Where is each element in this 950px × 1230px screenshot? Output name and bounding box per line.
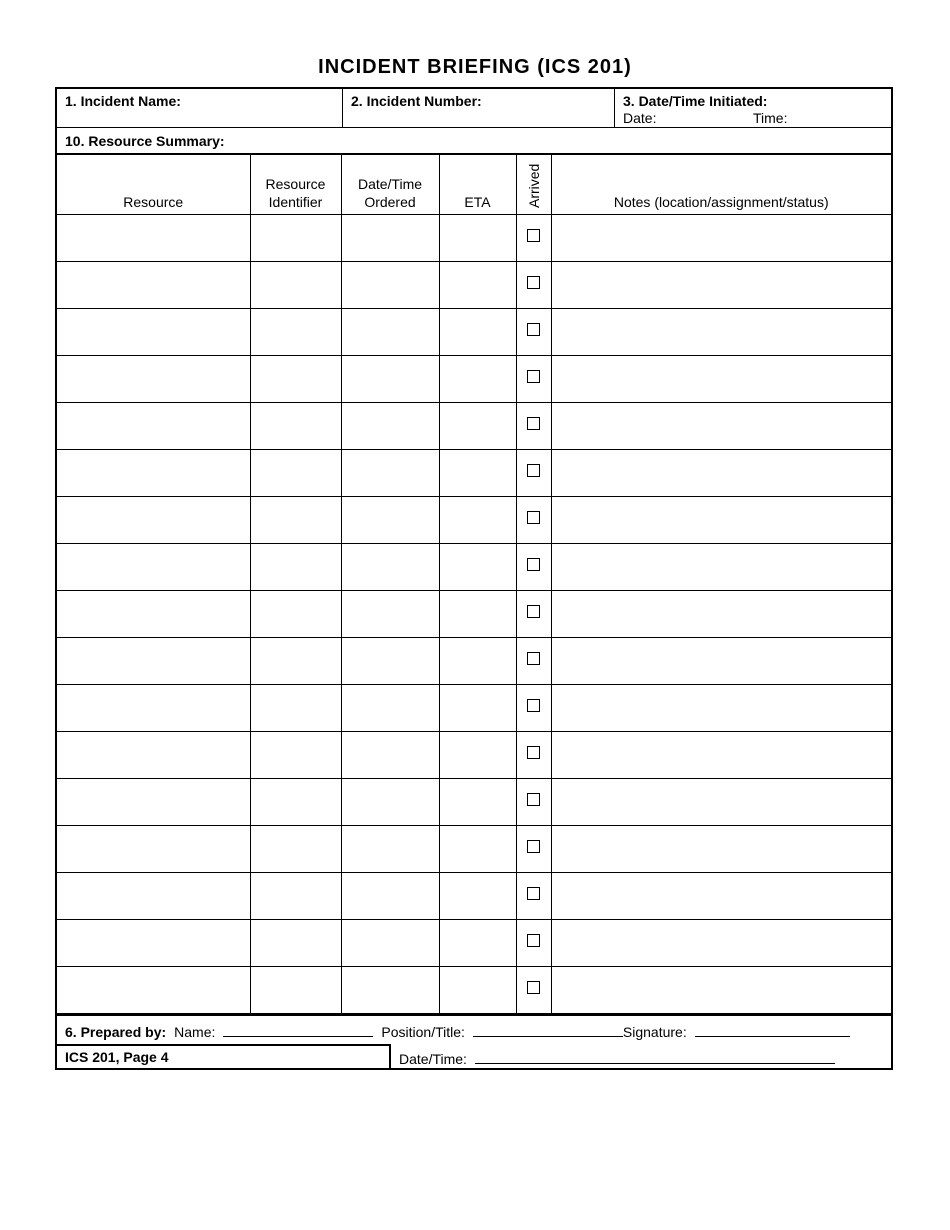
- notes-cell[interactable]: [551, 732, 892, 779]
- table-row: [56, 544, 892, 591]
- arrived-cell: [516, 779, 551, 826]
- date-field[interactable]: [623, 110, 753, 126]
- datetime-ordered-cell[interactable]: [341, 356, 439, 403]
- resource-identifier-cell[interactable]: [250, 591, 341, 638]
- notes-cell[interactable]: [551, 544, 892, 591]
- resource-cell[interactable]: [56, 591, 250, 638]
- arrived-checkbox[interactable]: [527, 699, 540, 712]
- datetime-ordered-cell[interactable]: [341, 497, 439, 544]
- table-row: [56, 920, 892, 967]
- datetime-ordered-cell[interactable]: [341, 309, 439, 356]
- resource-identifier-cell[interactable]: [250, 638, 341, 685]
- resource-identifier-cell[interactable]: [250, 779, 341, 826]
- table-row: [56, 309, 892, 356]
- table-row: [56, 497, 892, 544]
- table-row: [56, 215, 892, 262]
- eta-cell[interactable]: [439, 544, 516, 591]
- resource-cell[interactable]: [56, 450, 250, 497]
- col-arrived: [516, 155, 551, 215]
- resource-cell[interactable]: [56, 826, 250, 873]
- notes-cell[interactable]: [551, 967, 892, 1014]
- resource-cell[interactable]: [56, 873, 250, 920]
- notes-cell[interactable]: [551, 685, 892, 732]
- resource-identifier-cell[interactable]: [250, 450, 341, 497]
- arrived-cell: [516, 591, 551, 638]
- table-row: [56, 450, 892, 497]
- arrived-cell: [516, 732, 551, 779]
- arrived-checkbox[interactable]: [527, 934, 540, 947]
- resource-identifier-cell[interactable]: [250, 873, 341, 920]
- datetime-ordered-cell[interactable]: [341, 920, 439, 967]
- datetime-ordered-cell[interactable]: [341, 685, 439, 732]
- notes-cell[interactable]: [551, 309, 892, 356]
- prepared-by-label: 6. Prepared by:: [65, 1024, 167, 1040]
- table-row: [56, 685, 892, 732]
- arrived-label: Arrived: [525, 163, 542, 208]
- eta-cell[interactable]: [439, 215, 516, 262]
- page-label: ICS 201, Page 4: [57, 1044, 391, 1068]
- resource-identifier-cell[interactable]: [250, 403, 341, 450]
- table-row: [56, 638, 892, 685]
- resource-identifier-cell[interactable]: [250, 920, 341, 967]
- arrived-checkbox[interactable]: [527, 511, 540, 524]
- incident-number-field[interactable]: [343, 89, 615, 127]
- arrived-checkbox[interactable]: [527, 840, 540, 853]
- eta-cell[interactable]: [439, 732, 516, 779]
- col-resource: Resource: [56, 155, 250, 215]
- notes-cell[interactable]: [551, 450, 892, 497]
- notes-cell[interactable]: [551, 403, 892, 450]
- arrived-checkbox[interactable]: [527, 229, 540, 242]
- resource-cell[interactable]: [56, 403, 250, 450]
- datetime-initiated-field: [615, 89, 891, 127]
- notes-cell[interactable]: [551, 497, 892, 544]
- resource-cell[interactable]: [56, 262, 250, 309]
- eta-cell[interactable]: [439, 497, 516, 544]
- arrived-cell: [516, 967, 551, 1014]
- eta-cell[interactable]: [439, 685, 516, 732]
- eta-cell[interactable]: [439, 779, 516, 826]
- datetime-ordered-cell[interactable]: [341, 873, 439, 920]
- table-header-row: [56, 155, 892, 215]
- incident-name-field[interactable]: [57, 89, 343, 127]
- table-row: [56, 732, 892, 779]
- arrived-checkbox[interactable]: [527, 793, 540, 806]
- arrived-cell: [516, 262, 551, 309]
- col-eta: ETA: [439, 155, 516, 215]
- resource-cell[interactable]: [56, 544, 250, 591]
- notes-cell[interactable]: [551, 638, 892, 685]
- datetime-ordered-cell[interactable]: [341, 450, 439, 497]
- col-resource-identifier: Resource Identifier: [250, 155, 341, 215]
- form-title: INCIDENT BRIEFING (ICS 201): [318, 56, 632, 78]
- notes-cell[interactable]: [551, 920, 892, 967]
- eta-cell[interactable]: [439, 638, 516, 685]
- name-label: Name:: [174, 1024, 216, 1040]
- footer: [55, 1014, 893, 1070]
- table-row: [56, 262, 892, 309]
- time-label: Time:: [753, 110, 788, 126]
- signature-input-line[interactable]: [695, 1022, 850, 1037]
- resource-cell[interactable]: [56, 779, 250, 826]
- resource-summary-label: 10. Resource Summary:: [55, 128, 893, 154]
- eta-cell[interactable]: [439, 873, 516, 920]
- resource-cell[interactable]: [56, 685, 250, 732]
- eta-cell[interactable]: [439, 450, 516, 497]
- resource-cell[interactable]: [56, 356, 250, 403]
- arrived-cell: [516, 873, 551, 920]
- position-label: Position/Title:: [381, 1024, 465, 1040]
- arrived-cell: [516, 309, 551, 356]
- table-row: [56, 967, 892, 1014]
- arrived-cell: [516, 920, 551, 967]
- datetime-ordered-cell[interactable]: [341, 262, 439, 309]
- arrived-checkbox[interactable]: [527, 276, 540, 289]
- table-row: [56, 826, 892, 873]
- resource-identifier-cell[interactable]: [250, 356, 341, 403]
- notes-cell[interactable]: [551, 591, 892, 638]
- resource-cell[interactable]: [56, 215, 250, 262]
- resource-identifier-cell[interactable]: [250, 685, 341, 732]
- resource-identifier-cell[interactable]: [250, 497, 341, 544]
- datetime-ordered-cell[interactable]: [341, 826, 439, 873]
- eta-cell[interactable]: [439, 920, 516, 967]
- resource-cell[interactable]: [56, 497, 250, 544]
- resource-cell[interactable]: [56, 967, 250, 1014]
- arrived-checkbox[interactable]: [527, 887, 540, 900]
- datetime-ordered-cell[interactable]: [341, 779, 439, 826]
- eta-cell[interactable]: [439, 967, 516, 1014]
- arrived-cell: [516, 826, 551, 873]
- datetime-ordered-cell[interactable]: [341, 732, 439, 779]
- notes-cell[interactable]: [551, 779, 892, 826]
- signature-label: Signature:: [622, 1024, 687, 1040]
- datetime-input-line[interactable]: [475, 1049, 835, 1064]
- datetime-initiated-label: 3. Date/Time Initiated:: [623, 93, 768, 109]
- arrived-checkbox[interactable]: [527, 370, 540, 383]
- datetime-label: Date/Time:: [399, 1051, 467, 1067]
- time-field[interactable]: [753, 110, 787, 126]
- arrived-cell: [516, 356, 551, 403]
- date-label: Date:: [623, 110, 657, 126]
- resource-identifier-cell[interactable]: [250, 309, 341, 356]
- eta-cell[interactable]: [439, 262, 516, 309]
- eta-cell[interactable]: [439, 403, 516, 450]
- datetime-ordered-cell[interactable]: [341, 638, 439, 685]
- table-row: [56, 591, 892, 638]
- arrived-checkbox[interactable]: [527, 323, 540, 336]
- arrived-cell: [516, 497, 551, 544]
- arrived-checkbox[interactable]: [527, 652, 540, 665]
- header-row: [55, 87, 893, 128]
- eta-cell[interactable]: [439, 309, 516, 356]
- arrived-cell: [516, 638, 551, 685]
- arrived-checkbox[interactable]: [527, 746, 540, 759]
- table-row: [56, 779, 892, 826]
- eta-cell[interactable]: [439, 826, 516, 873]
- arrived-checkbox[interactable]: [527, 417, 540, 430]
- arrived-checkbox[interactable]: [527, 464, 540, 477]
- ics-201-form: [55, 87, 893, 1070]
- name-input-line[interactable]: [223, 1022, 373, 1037]
- eta-cell[interactable]: [439, 356, 516, 403]
- resource-cell[interactable]: [56, 920, 250, 967]
- resource-identifier-cell[interactable]: [250, 732, 341, 779]
- arrived-checkbox[interactable]: [527, 558, 540, 571]
- col-datetime-ordered: Date/Time Ordered: [341, 155, 439, 215]
- incident-number-label: 2. Incident Number:: [351, 93, 482, 109]
- datetime-ordered-cell[interactable]: [341, 215, 439, 262]
- incident-name-label: 1. Incident Name:: [65, 93, 181, 109]
- resource-cell[interactable]: [56, 732, 250, 779]
- position-input-line[interactable]: [473, 1022, 623, 1037]
- resource-identifier-cell[interactable]: [250, 544, 341, 591]
- resource-identifier-cell[interactable]: [250, 826, 341, 873]
- resource-cell[interactable]: [56, 638, 250, 685]
- datetime-ordered-cell[interactable]: [341, 967, 439, 1014]
- arrived-cell: [516, 403, 551, 450]
- notes-cell[interactable]: [551, 356, 892, 403]
- arrived-cell: [516, 544, 551, 591]
- resource-cell[interactable]: [56, 309, 250, 356]
- notes-cell[interactable]: [551, 826, 892, 873]
- arrived-checkbox[interactable]: [527, 605, 540, 618]
- resource-table: [55, 154, 893, 1014]
- table-row: [56, 403, 892, 450]
- resource-identifier-cell[interactable]: [250, 262, 341, 309]
- table-row: [56, 356, 892, 403]
- datetime-ordered-cell[interactable]: [341, 403, 439, 450]
- arrived-checkbox[interactable]: [527, 981, 540, 994]
- resource-identifier-cell[interactable]: [250, 215, 341, 262]
- arrived-cell: [516, 215, 551, 262]
- notes-cell[interactable]: [551, 262, 892, 309]
- arrived-cell: [516, 685, 551, 732]
- col-notes: Notes (location/assignment/status): [551, 155, 892, 215]
- notes-cell[interactable]: [551, 873, 892, 920]
- notes-cell[interactable]: [551, 215, 892, 262]
- table-row: [56, 873, 892, 920]
- eta-cell[interactable]: [439, 591, 516, 638]
- arrived-cell: [516, 450, 551, 497]
- datetime-ordered-cell[interactable]: [341, 544, 439, 591]
- datetime-ordered-cell[interactable]: [341, 591, 439, 638]
- resource-identifier-cell[interactable]: [250, 967, 341, 1014]
